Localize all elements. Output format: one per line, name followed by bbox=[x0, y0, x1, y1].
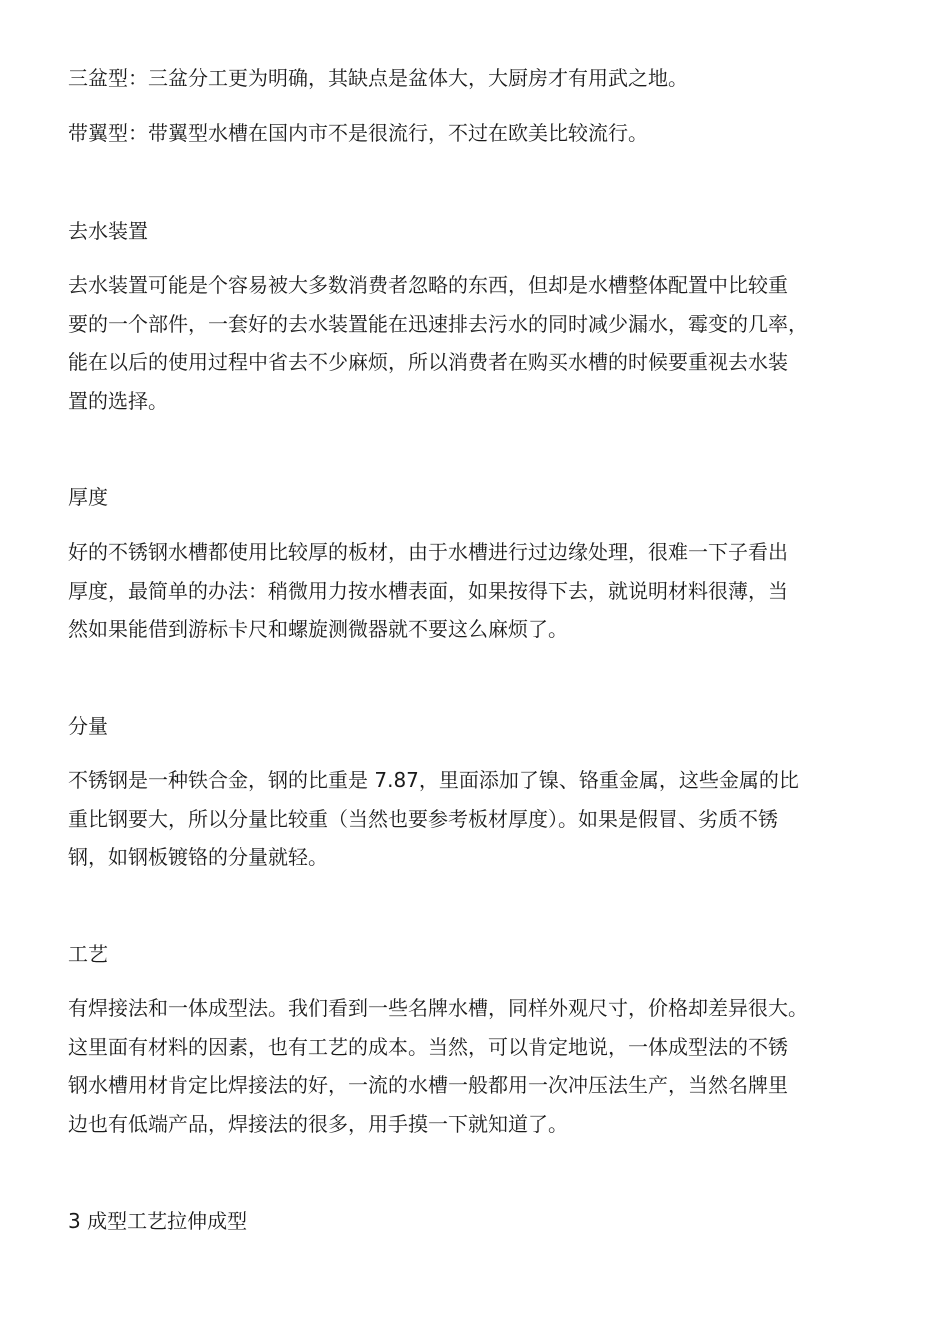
paragraph-line: 钢，如钢板镀铬的分量就轻。 bbox=[68, 845, 328, 869]
craft-paragraph bbox=[68, 989, 908, 1143]
paragraph-line: 去水装置可能是个容易被大多数消费者忽略的东西，但却是水槽整体配置中比较重 bbox=[68, 273, 788, 297]
paragraph-line: 钢水槽用材肯定比焊接法的好，一流的水槽一般都用一次冲压法生产，当然名牌里 bbox=[68, 1073, 788, 1097]
paragraph-line: 厚度，最简单的办法：稍微用力按水槽表面，如果按得下去，就说明材料很薄，当 bbox=[68, 578, 788, 603]
paragraph-line: 好的不锈钢水槽都使用比较厚的板材，由于水槽进行过边缘处理，很难一下子看出 bbox=[68, 540, 788, 564]
thickness-heading: 厚度 bbox=[68, 485, 108, 509]
drainage-heading: 去水装置 bbox=[68, 219, 148, 243]
section3-heading: 3 成型工艺拉伸成型 bbox=[68, 1209, 248, 1233]
paragraph-line: 不锈钢是一种铁合金，钢的比重是 7.87，里面添加了镍、铬重金属，这些金属的比 bbox=[68, 768, 799, 792]
paragraph-line: 有焊接法和一体成型法。我们看到一些名牌水槽，同样外观尺寸，价格却差异很大。 bbox=[68, 996, 808, 1020]
drainage-paragraph bbox=[68, 266, 908, 420]
paragraph-line: 然如果能借到游标卡尺和螺旋测微器就不要这么麻烦了。 bbox=[68, 617, 568, 641]
paragraph-line: 要的一个部件，一套好的去水装置能在迅速排去污水的同时减少漏水，霉变的几率， bbox=[68, 311, 808, 336]
triple-basin-text: 三盆型：三盆分工更为明确，其缺点是盆体大，大厨房才有用武之地。 bbox=[68, 66, 688, 90]
thickness-paragraph bbox=[68, 533, 908, 649]
craft-heading: 工艺 bbox=[68, 942, 108, 966]
paragraph-line: 重比钢要大，所以分量比较重（当然也要参考板材厚度）。如果是假冒、劣质不锈 bbox=[68, 806, 778, 831]
weight-paragraph bbox=[68, 761, 908, 877]
winged-sink-text: 带翼型：带翼型水槽在国内市不是很流行，不过在欧美比较流行。 bbox=[68, 121, 648, 145]
paragraph-line: 边也有低端产品，焊接法的很多，用手摸一下就知道了。 bbox=[68, 1111, 568, 1136]
paragraph-line: 置的选择。 bbox=[68, 388, 168, 413]
paragraph-line: 能在以后的使用过程中省去不少麻烦，所以消费者在购买水槽的时候要重视去水装 bbox=[68, 350, 788, 374]
weight-heading: 分量 bbox=[68, 714, 108, 738]
paragraph-line: 这里面有材料的因素，也有工艺的成本。当然，可以肯定地说，一体成型法的不锈 bbox=[68, 1034, 788, 1059]
